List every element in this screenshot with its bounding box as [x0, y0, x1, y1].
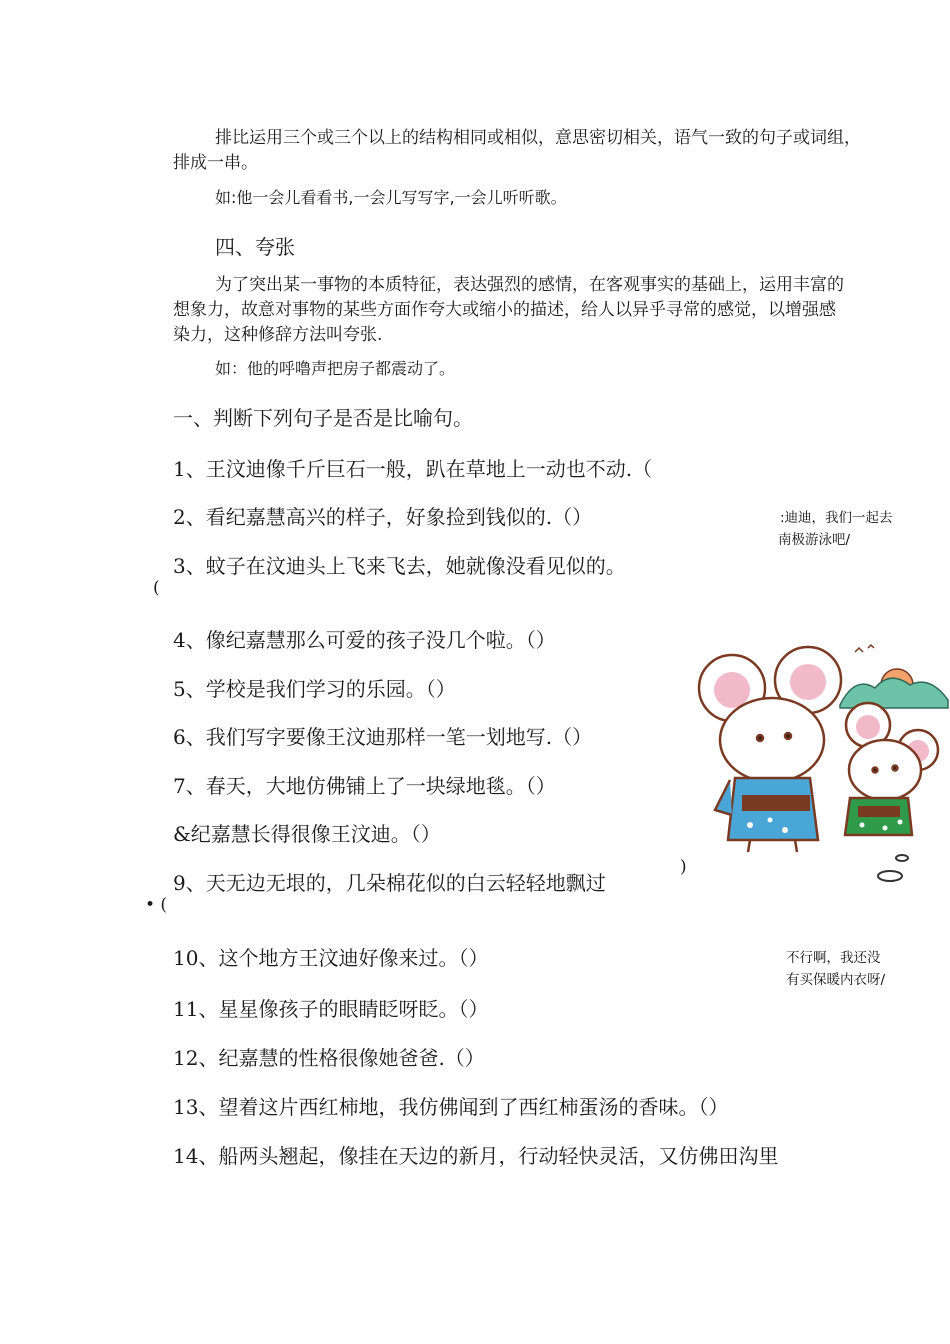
parallel-definition-line2: 排成一串。 — [173, 153, 258, 173]
hyperbole-definition-line3: 染力，这种修辞方法叫夸张. — [173, 325, 383, 345]
exercise-item-9-bullet: • ( — [145, 895, 168, 915]
bubble-top-line1: :迪迪，我们一起去 — [780, 510, 893, 526]
exercise-item-13: 13、望着这片西红柿地，我仿佛闻到了西红柿蛋汤的香味。（） — [173, 1095, 729, 1119]
exercise-item-6: 6、我们写字要像王汶迪那样一笔一划地写.（） — [173, 725, 593, 749]
exercise-item-9: 9、天无边无垠的，几朵棉花似的白云轻轻地飘过 — [173, 871, 606, 895]
exercise-item-12: 12、纪嘉慧的性格很像她爸爸.（） — [173, 1046, 485, 1070]
exercise-title: 一、判断下列句子是否是比喻句。 — [173, 406, 473, 430]
exercise-item-14: 14、船两头翘起，像挂在天边的新月，行动轻快灵活，又仿佛田沟里 — [173, 1144, 779, 1168]
exercise-item-5: 5、学校是我们学习的乐园。（） — [173, 677, 456, 701]
bubble-bottom-line1: 不行啊，我还没 — [786, 950, 881, 966]
small-mouse-icon — [845, 703, 938, 835]
big-mouse-icon — [699, 647, 841, 852]
thought-bubble-icon — [878, 855, 908, 881]
mice-illustration — [690, 630, 950, 890]
exercise-item-9-close-bracket: ) — [680, 857, 687, 877]
hyperbole-example: 如：他的呼噜声把房子都震动了。 — [215, 359, 456, 378]
exercise-item-11: 11、星星像孩子的眼睛眨呀眨。（） — [173, 997, 489, 1021]
bubble-bottom-line2: 有买保暖内衣呀/ — [786, 972, 886, 988]
parallel-definition-line1: 排比运用三个或三个以上的结构相同或相似，意思密切相关，语气一致的句子或词组， — [215, 128, 861, 148]
exercise-item-1: 1、王汶迪像千斤巨石一般，趴在草地上一动也不动.（ — [173, 457, 653, 481]
exercise-item-8: &纪嘉慧长得很像王汶迪。（） — [173, 822, 441, 846]
exercise-item-7: 7、春天，大地仿佛铺上了一块绿地毯。（） — [173, 774, 556, 798]
section-heading-hyperbole: 四、夸张 — [215, 235, 295, 259]
hill-sun-icon — [840, 645, 948, 708]
bubble-top-line2: 南极游泳吧/ — [778, 532, 851, 548]
exercise-item-4: 4、像纪嘉慧那么可爱的孩子没几个啦。（） — [173, 628, 556, 652]
exercise-item-2: 2、看纪嘉慧高兴的样子，好象捡到钱似的.（） — [173, 505, 593, 529]
exercise-item-3: 3、蚊子在汶迪头上飞来飞去，她就像没看见似的。 — [173, 554, 626, 578]
parallel-example: 如:他一会儿看看书,一会儿写写字,一会儿听听歌。 — [215, 188, 567, 207]
hyperbole-definition-line1: 为了突出某一事物的本质特征，表达强烈的感情，在客观事实的基础上，运用丰富的 — [215, 275, 844, 295]
exercise-item-3-bracket: ( — [153, 578, 160, 598]
exercise-item-10: 10、这个地方王汶迪好像来过。（） — [173, 946, 489, 970]
hyperbole-definition-line2: 想象力，故意对事物的某些方面作夸大或缩小的描述，给人以异乎寻常的感觉，以增强感 — [173, 300, 836, 320]
